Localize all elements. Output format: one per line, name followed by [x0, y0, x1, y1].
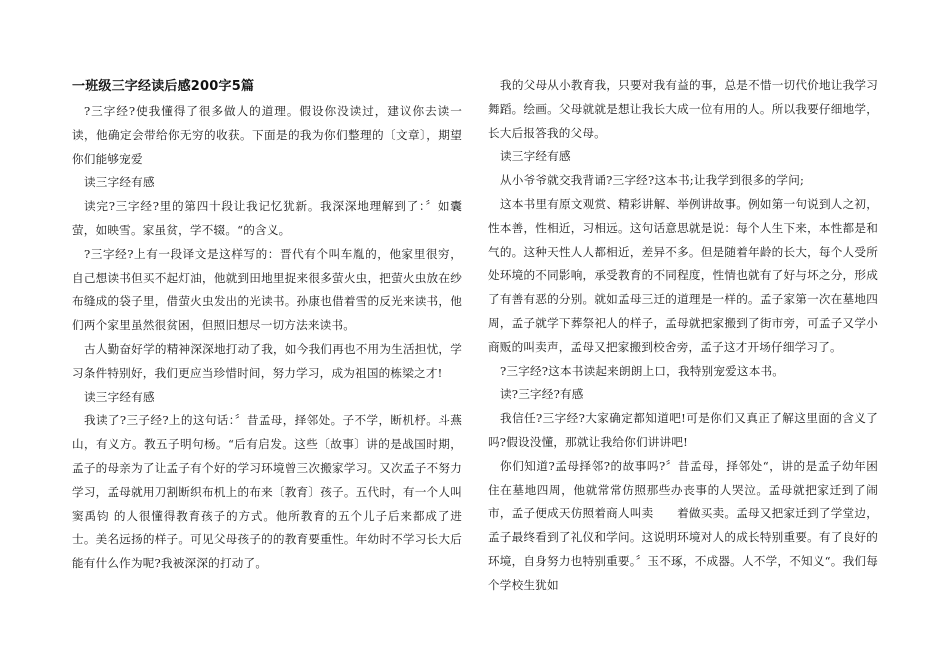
- paragraph: ?三字经?使我懂得了很多做人的道理。假设你没读过，建议你去读一读，他确定会带给你无穷的收获。下面是的我为你们整理的〔文章〕，期望你们能够宠爱: [72, 104, 462, 166]
- right-column: [488, 74, 878, 598]
- section-heading: 读三字经有感: [500, 149, 571, 164]
- paragraph: 从小爷爷就交我背诵?三字经?这本书;让我学到很多的学问;: [500, 173, 805, 188]
- paragraph: ?三字经?上有一段译文是这样写的：晋代有个叫车胤的，他家里很穷，自己想读书但买不起灯油，他就到田地里捉来很多萤火虫，把萤火虫放在纱布缝成的袋子里，借萤火虫发出的光读书。孙康也借着雪的反光来读书，他们两个家里虽然很贫困，但照旧想尽一切方法来读书。: [72, 246, 462, 333]
- paragraph: 古人勤奋好学的精神深深地打动了我，如今我们再也不用为生活担忧，学习条件特别好，我们更应当珍惜时间，努力学习，成为祖国的栋梁之才!: [72, 341, 462, 380]
- section-heading: 读三字经有感: [84, 175, 155, 190]
- left-column: [72, 76, 462, 576]
- section-heading: 读?三字经?有感: [500, 387, 584, 402]
- paragraph: 我读了?三子经?上的这句话：〞昔孟母，择邻处。子不学，断机杼。斗燕山，有义方。教五子明句杨。“后有启发。这些〔故事〕讲的是战国时期，孟子的母亲为了让孟子有个好的学习环境曾三次搬家学习。又次孟子不努力学习，孟母就用刀割断织布机上的布来〔教育〕孩子。五代时，有一个人叫窦禹钧 的人很懂得教育孩子的方式。他所教育的五个儿子后来都成了进士。美名远扬的样子。可见父母孩子的的教育要重性。年幼时不学习长大后能有什么作为呢?我被深深的打动了。: [72, 413, 462, 571]
- paragraph: 这本书里有原文观赏、精彩讲解、举例讲故事。例如第一句说到人之初，性本善，性相近，习相远。这句话意思就是说：每个人生下来，本性都是和气的。这种天性人人都相近，差异不多。但是随着年龄的长大，每个人受所处环境的不同影响，承受教育的不同程度，性情也就有了好与坏之分，形成了有善有恶的分别。就如孟母三迁的道理是一样的。孟子家第一次在墓地四周，孟子就学下葬祭祀人的样子，孟母就把家搬到了街市旁，可孟子又学小商贩的叫卖声，孟母又把家搬到校舍旁，孟子这才开场仔细学习了。: [488, 196, 878, 354]
- paragraph: 读完?三字经?里的第四十段让我记忆犹新。我深深地理解到了：〞如囊萤，如映雪。家虽贫，学不辍。“的含义。: [72, 199, 462, 237]
- paragraph: 你们知道?孟母择邻?的故事吗?〞昔孟母，择邻处“，讲的是孟子幼年困住在墓地四周，他就常常仿照那些办丧事的人哭泣。孟母就把家迁到了闹市，孟子便成天仿照着商人叫卖 着做买卖。孟母又把家迁到了学堂边，孟子最终看到了礼仪和学问。这说明环境对人的成长特别重要。有了良好的环境，自身努力也特别重要。〞玉不琢，不成器。人不学，不知义“。我们每个学校生犹如: [488, 458, 878, 592]
- paragraph: 我的父母从小教育我，只要对我有益的事，总是不惜一切代价地让我学习舞蹈。绘画。父母就就是想让我长大成一位有用的人。所以我要仔细地学，长大后报答我的父母。: [488, 78, 878, 140]
- document-title: 一班级三字经读后感200字5篇: [72, 79, 255, 94]
- paragraph: ?三字经?这本书读起来朗朗上口，我特别宠爱这本书。: [500, 363, 785, 378]
- paragraph: 我信任?三字经?大家确定都知道吧!可是你们又真正了解这里面的含义了吗?假设没懂，那就让我给你们讲讲吧!: [488, 411, 878, 449]
- section-heading: 读三字经有感: [84, 389, 155, 404]
